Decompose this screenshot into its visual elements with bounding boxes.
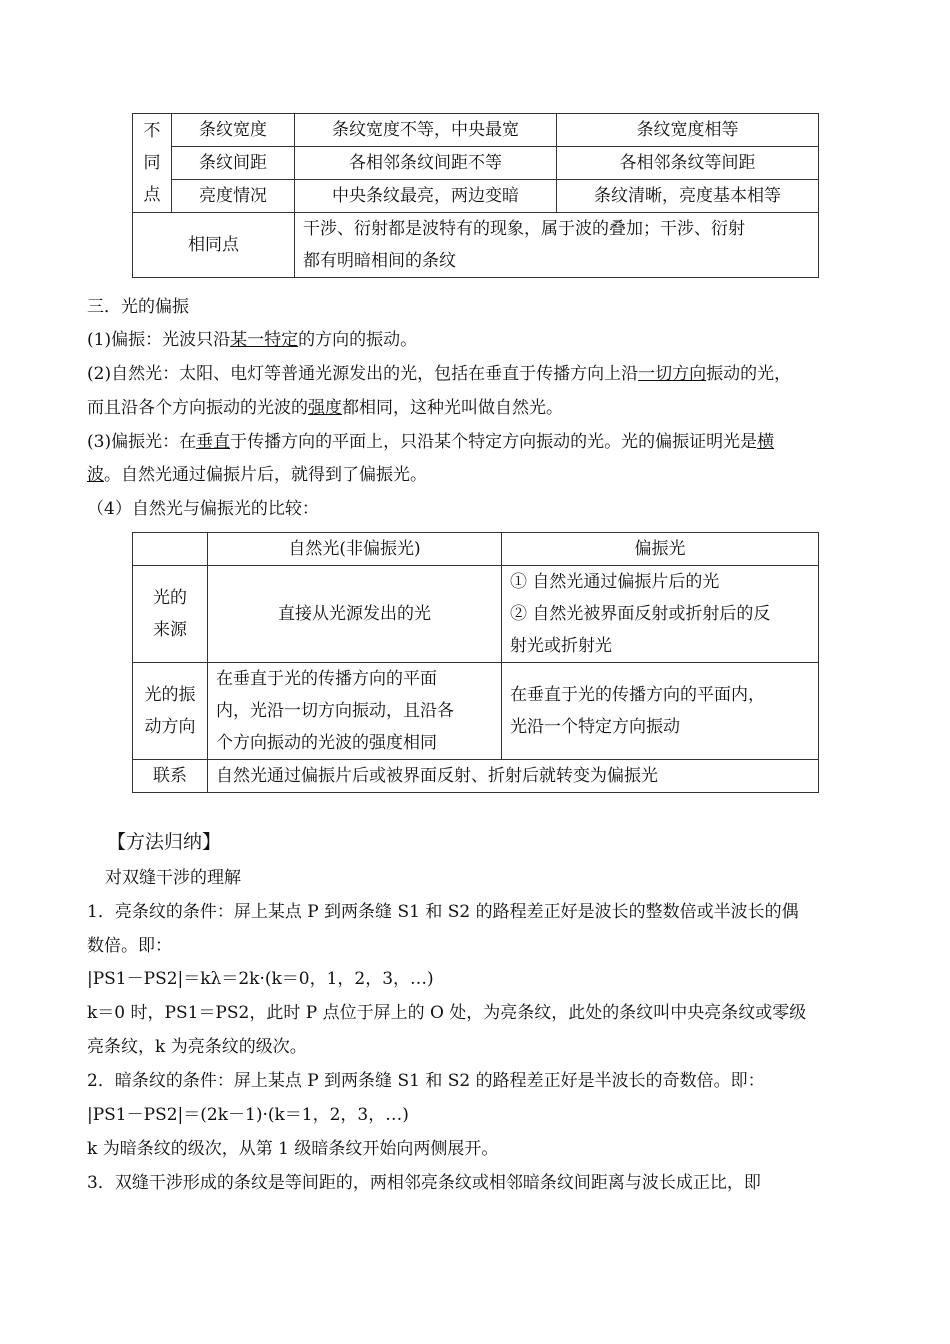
group-label-cell: [133, 114, 172, 213]
cell-line: 光沿一个特定方向振动: [510, 717, 680, 737]
table-cell: [208, 663, 502, 760]
row-label-source: [133, 566, 208, 663]
row-label-relation: 联系: [133, 760, 208, 793]
row-label-direction: [133, 663, 208, 760]
paragraph-polarized-light: [87, 426, 890, 459]
table-cell: 各相邻条纹间距不等: [295, 147, 557, 180]
label-line: 动方向: [144, 717, 196, 737]
cell-line: 射光或折射光: [510, 636, 612, 656]
cell-line: ② 自然光被界面反射或折射后的反: [510, 604, 771, 624]
method-subtitle: 对双缝干涉的理解: [105, 868, 241, 888]
method-line: 2．暗条纹的条件：屏上某点 P 到两条缝 S1 和 S2 的路程差正好是半波长的奇数倍。即：: [87, 1071, 765, 1091]
text: 振动的光，: [706, 364, 792, 384]
text: 都相同，这种光叫做自然光。: [342, 398, 563, 418]
table-row: [133, 663, 819, 760]
table-cell: [133, 533, 208, 566]
table-row: [133, 114, 819, 147]
same-text-line: 都有明暗相间的条纹: [303, 251, 456, 271]
method-title: 【方法归纳】: [107, 831, 222, 853]
method-formula: |PS1－PS2|＝(2k－1)·(k＝1，2，3，…): [87, 1105, 409, 1125]
cell-line: ① 自然光通过偏振片后的光: [510, 572, 720, 592]
underlined-text: 横: [757, 432, 775, 452]
paragraph-comparison: （4）自然光与偏振光的比较：: [87, 499, 319, 519]
method-line: 3．双缝干涉形成的条纹是等间距的，两相邻亮条纹或相邻暗条纹间距离与波长成正比，即: [87, 1173, 761, 1193]
method-line: k 为暗条纹的级次，从第 1 级暗条纹开始向两侧展开。: [87, 1139, 499, 1159]
table-cell: 自然光通过偏振片后或被界面反射、折射后就转变为偏振光: [208, 760, 819, 793]
paragraph-natural-light-cont: [87, 392, 890, 425]
underlined-text: 垂直: [196, 432, 231, 452]
section-heading: 三．光的偏振: [87, 297, 189, 317]
label-line: 光的: [153, 588, 187, 608]
table-cell: 条纹间距: [172, 147, 295, 180]
paragraph-polarization: [87, 324, 890, 357]
text: (3)偏振光：在: [87, 432, 197, 452]
method-line: 亮条纹，k 为亮条纹的级次。: [87, 1037, 307, 1057]
group-label-char: 不: [143, 121, 161, 141]
table-row: [133, 147, 819, 180]
group-label-char: 同: [143, 153, 161, 173]
method-line: k＝0 时，PS1＝PS2，此时 P 点位于屏上的 O 处，为亮条纹，此处的条纹叫中央亮条纹或零级: [87, 1003, 807, 1023]
table-cell: 条纹宽度: [172, 114, 295, 147]
table-cell: 直接从光源发出的光: [208, 566, 502, 663]
cell-line: 在垂直于光的传播方向的平面: [216, 669, 437, 689]
table-cell: 亮度情况: [172, 180, 295, 213]
table-cell: 条纹宽度相等: [557, 114, 819, 147]
header-polarized: 偏振光: [502, 533, 819, 566]
table-cell: 各相邻条纹等间距: [557, 147, 819, 180]
same-label-cell: 相同点: [133, 213, 295, 278]
table-cell: [502, 566, 819, 663]
table-cell: 条纹宽度不等，中央最宽: [295, 114, 557, 147]
table-row: [133, 566, 819, 663]
group-label-char: 点: [143, 185, 161, 205]
text: 的方向的振动。: [298, 330, 418, 350]
underlined-text: 一切方向: [638, 364, 707, 384]
paragraph-natural-light: [87, 358, 890, 391]
table-row: [133, 180, 819, 213]
text: (2)自然光：太阳、电灯等普通光源发出的光，包括在垂直于传播方向上沿: [87, 364, 639, 384]
table-cell: 中央条纹最亮，两边变暗: [295, 180, 557, 213]
method-line: 1．亮条纹的条件：屏上某点 P 到两条缝 S1 和 S2 的路程差正好是波长的整数倍或半波长的偶: [87, 902, 799, 922]
label-line: 来源: [153, 620, 187, 640]
text: 而且沿各个方向振动的光波的: [87, 398, 308, 418]
table-row: [133, 533, 819, 566]
underlined-text: 波: [87, 465, 104, 485]
text: 于传播方向的平面上，只沿某个特定方向振动的光。光的偏振证明光是: [230, 432, 758, 452]
paragraph-polarized-light-cont: [87, 459, 890, 492]
same-text-cell: [295, 213, 819, 278]
method-line: 数倍。即：: [87, 936, 172, 956]
underlined-text: 某一特定: [230, 330, 299, 350]
table-cell: 条纹清晰，亮度基本相等: [557, 180, 819, 213]
table-cell: [502, 663, 819, 760]
interference-diffraction-table: [132, 113, 819, 278]
underlined-text: 强度: [308, 398, 342, 418]
cell-line: 在垂直于光的传播方向的平面内，: [510, 685, 765, 705]
cell-line: 个方向振动的光波的强度相同: [216, 733, 437, 753]
cell-line: 内，光沿一切方向振动，且沿各: [216, 701, 454, 721]
light-comparison-table: [132, 532, 819, 793]
text: 。自然光通过偏振片后，就得到了偏振光。: [104, 465, 427, 485]
table-row: [133, 213, 819, 278]
method-formula: |PS1－PS2|＝kλ＝2k·(k＝0，1，2，3，…): [87, 969, 434, 989]
label-line: 光的振: [144, 685, 196, 705]
table-row: [133, 760, 819, 793]
header-natural: 自然光(非偏振光): [208, 533, 502, 566]
text: (1)偏振：光波只沿: [87, 330, 231, 350]
same-text-line: 干涉、衍射都是波特有的现象，属于波的叠加；干涉、衍射: [303, 219, 745, 239]
